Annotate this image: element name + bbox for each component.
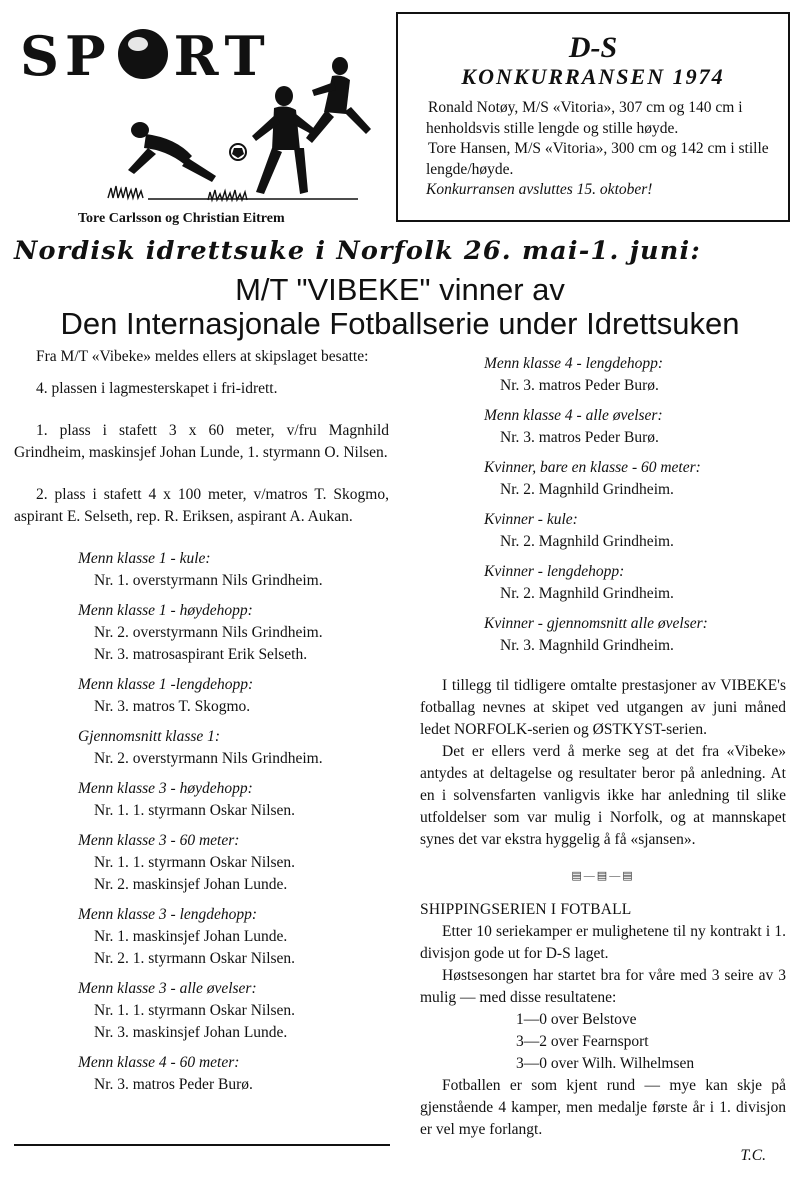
result-entry — [78, 726, 389, 770]
result-category: Menn klasse 1 - høydehopp: — [78, 602, 253, 619]
headline-line-2: Den Internasjonale Fotballserie under Idrettsuken — [60, 306, 740, 341]
result-entry — [78, 904, 389, 970]
result-category: Menn klasse 1 -lengdehopp: — [78, 676, 254, 693]
result-placement: Nr. 3. matros Peder Burø. — [500, 377, 659, 394]
result-placement: Nr. 1. overstyrmann Nils Grindheim. — [94, 572, 323, 589]
result-placement: Nr. 3. matros Peder Burø. — [94, 1076, 253, 1093]
ds-box-subtitle: KONKURRANSEN 1974 — [461, 64, 725, 89]
result-category: Kvinner, bare en klasse - 60 meter: — [484, 459, 701, 476]
sport-letter-r: R — [173, 24, 225, 88]
shipping-paragraph-2: Høstsesongen har startet bra for våre med 3 seire av 3 mulig — med disse resultatene: — [420, 967, 786, 1006]
right-column — [420, 353, 786, 1167]
result-entry — [484, 405, 786, 449]
result-entry — [484, 457, 786, 501]
result-placement: Nr. 3. maskinsjef Johan Lunde. — [94, 1024, 288, 1041]
match-result: 3—2 over Fearnsport — [516, 1033, 649, 1050]
ds-box-title: D-S — [568, 31, 618, 64]
result-category: Kvinner - gjennomsnitt alle øvelser: — [484, 615, 708, 632]
result-entry — [484, 613, 786, 657]
ornament-divider: ▤—▤—▤ — [571, 870, 635, 882]
result-category: Menn klasse 3 - lengdehopp: — [78, 906, 258, 923]
result-entry — [78, 978, 389, 1044]
result-category: Menn klasse 3 - 60 meter: — [78, 832, 240, 849]
result-placement: Nr. 2. Magnhild Grindheim. — [500, 533, 674, 550]
result-category: Menn klasse 4 - 60 meter: — [78, 1054, 240, 1071]
author-signature: T.C. — [740, 1147, 766, 1164]
result-entry — [78, 830, 389, 896]
result-entry — [78, 674, 389, 718]
result-placement: Nr. 2. 1. styrmann Oskar Nilsen. — [94, 950, 296, 967]
left-column — [14, 346, 389, 1104]
result-entry — [484, 353, 786, 397]
result-placement: Nr. 3. Magnhild Grindheim. — [500, 637, 674, 654]
sport-letter-p: P — [65, 24, 112, 88]
match-results — [420, 1009, 786, 1075]
column-bottom-rule — [14, 1144, 390, 1146]
result-placement: Nr. 1. 1. styrmann Oskar Nilsen. — [94, 1002, 296, 1019]
result-paragraph-1: 4. plassen i lagmesterskapet i fri-idrett. — [36, 380, 278, 397]
result-placement: Nr. 2. overstyrmann Nils Grindheim. — [94, 624, 323, 641]
result-category: Gjennomsnitt klasse 1: — [78, 728, 221, 745]
match-result: 1—0 over Belstove — [516, 1011, 637, 1028]
result-category: Menn klasse 1 - kule: — [78, 550, 211, 567]
author-credits: Tore Carlsson og Christian Eitrem — [78, 211, 285, 226]
result-entry — [78, 1052, 389, 1096]
result-placement: Nr. 2. maskinsjef Johan Lunde. — [94, 876, 288, 893]
result-category: Menn klasse 4 - lengdehopp: — [484, 355, 664, 372]
match-result: 3—0 over Wilh. Wilhelmsen — [516, 1055, 695, 1072]
result-placement: Nr. 2. Magnhild Grindheim. — [500, 481, 674, 498]
sport-logo-block — [8, 8, 386, 230]
ds-entry-2: Tore Hansen, M/S «Vitoria», 300 cm og 142 cm i stille lengde/høyde. — [426, 140, 769, 178]
result-category: Menn klasse 4 - alle øvelser: — [484, 407, 663, 424]
shipping-paragraph-3: Fotballen er som kjent rund — mye kan skje på gjenstående 4 kamper, men medalje første år i 1. divisjon er vel mye forlangt. — [420, 1077, 786, 1138]
result-entry — [78, 548, 389, 592]
intro-paragraph: Fra M/T «Vibeke» meldes ellers at skipslaget besatte: — [36, 348, 369, 365]
result-placement: Nr. 3. matros Peder Burø. — [500, 429, 659, 446]
result-category: Kvinner - lengdehopp: — [484, 563, 625, 580]
sport-letter-s: S — [20, 24, 65, 88]
result-entry — [484, 509, 786, 553]
result-placement: Nr. 1. 1. styrmann Oskar Nilsen. — [94, 854, 296, 871]
ds-deadline-note: Konkurransen avsluttes 15. oktober! — [426, 181, 653, 198]
result-placement: Nr. 1. 1. styrmann Oskar Nilsen. — [94, 802, 296, 819]
right-results-list — [420, 353, 786, 657]
result-placement: Nr. 3. matrosaspirant Erik Selseth. — [94, 646, 308, 663]
result-category: Menn klasse 3 - alle øvelser: — [78, 980, 257, 997]
result-placement: Nr. 1. maskinsjef Johan Lunde. — [94, 928, 288, 945]
result-placement: Nr. 3. matros T. Skogmo. — [94, 698, 251, 715]
section-title: SHIPPINGSERIEN I FOTBALL — [420, 901, 632, 918]
ds-entry-1: Ronald Notøy, M/S «Vitoria», 307 cm og 140 cm i henholdsvis stille lengde og stille høyde. — [426, 99, 743, 137]
shipping-paragraph-1: Etter 10 seriekamper er mulighetene til ny kontrakt i 1. divisjon gode ut for D-S laget. — [420, 923, 786, 962]
result-placement: Nr. 2. overstyrmann Nils Grindheim. — [94, 750, 323, 767]
headline-line-1: M/T "VIBEKE" vinner av — [235, 272, 565, 307]
result-paragraph-3: 2. plass i stafett 4 x 100 meter, v/matros T. Skogmo, aspirant E. Selseth, rep. R. Eriksen, aspirant A. Aukan. — [14, 486, 389, 525]
vibeke-paragraph-1: I tillegg til tidligere omtalte prestasjoner av VIBEKE's fotballag nevnes at skipet ved utgangen av juni måned ledet NORFOLK-serien og ØSTKYST-serien. — [420, 677, 786, 738]
result-placement: Nr. 2. Magnhild Grindheim. — [500, 585, 674, 602]
result-entry — [484, 561, 786, 605]
result-entry — [78, 600, 389, 666]
ds-competition-box — [396, 12, 790, 222]
result-category: Kvinner - kule: — [484, 511, 578, 528]
football-players-illustration — [88, 48, 378, 208]
left-results-list — [14, 548, 389, 1096]
sport-letter-t: T — [224, 24, 271, 88]
result-entry — [78, 778, 389, 822]
vibeke-paragraph-2: Det er ellers verd å merke seg at det fra «Vibeke» antydes at deltagelse og resultater beror på anledning. At en i solvensfarten vanligvis ikke har anledning til slike utfoldelser som var mulig i Norfolk, og at mannskapet synes det var ekstra hyggelig å få «sjansen». — [420, 743, 786, 848]
result-paragraph-2: 1. plass i stafett 3 x 60 meter, v/fru Magnhild Grindheim, maskinsjef Johan Lunde, 1. styrmann O. Nilsen. — [14, 422, 389, 461]
result-category: Menn klasse 3 - høydehopp: — [78, 780, 253, 797]
article-kicker: Nordisk idrettsuke i Norfolk 26. mai-1. juni: — [14, 236, 702, 266]
